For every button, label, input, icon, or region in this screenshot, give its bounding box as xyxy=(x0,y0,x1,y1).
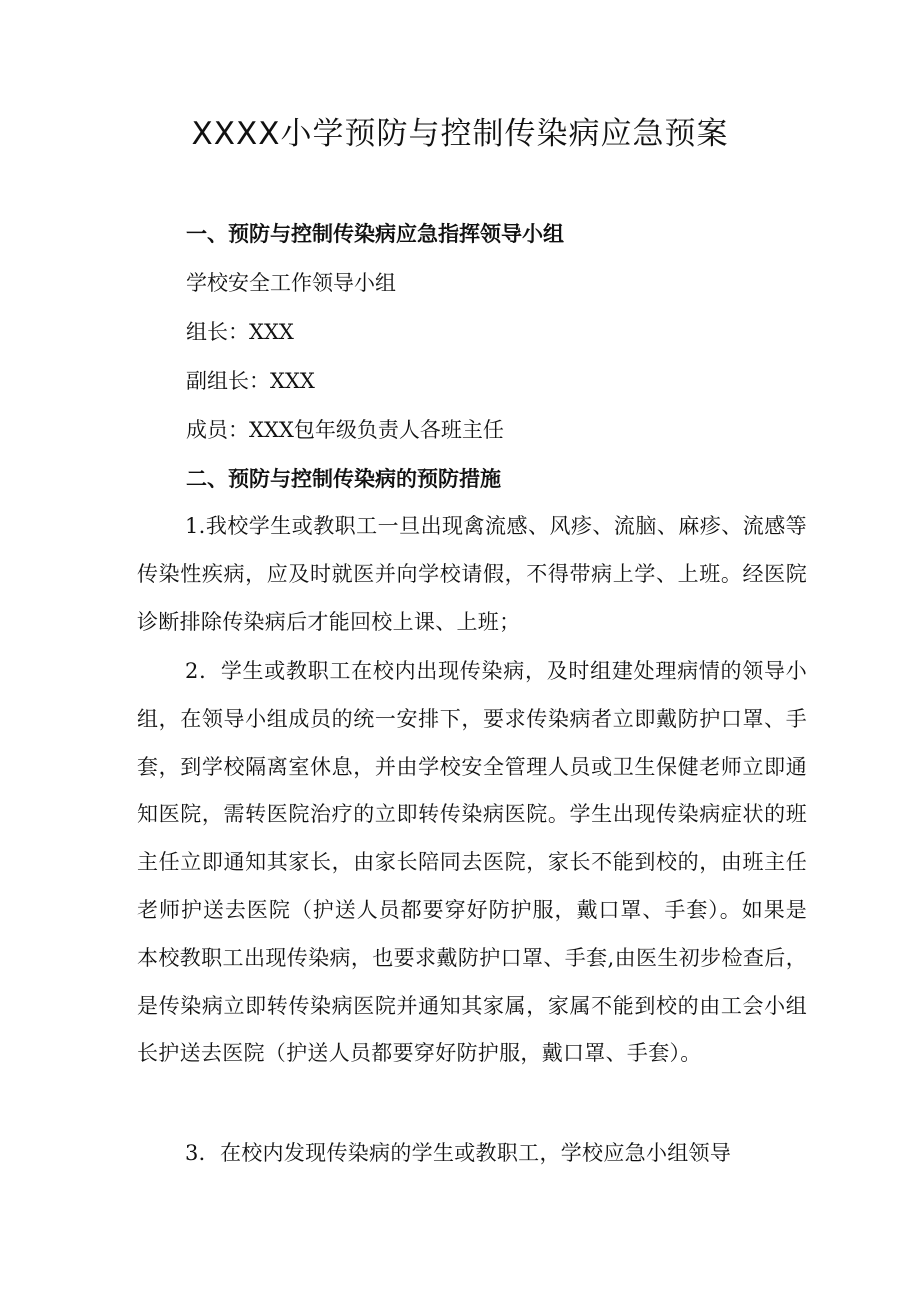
deputy-leader-line: 副组长：XXX xyxy=(186,369,315,393)
measure-paragraph-1: 1.我校学生或教职工一旦出现禽流感、风疹、流脑、麻疹、流感等传染性疾病，应及时就医并向学校请假，不得带病上学、上班。经医院诊断排除传染病后才能回校上课、上班； xyxy=(137,514,807,634)
leader-line: 组长：XXX xyxy=(186,320,294,344)
measure-paragraph-2: 2．学生或教职工在校内出现传染病，及时组建处理病情的领导小组，在领导小组成员的统一安排下，要求传染病者立即戴防护口罩、手套，到学校隔离室休息，并由学校安全管理人员或卫生保健老师立即通知医院，需转医院治疗的立即转传染病医院。学生出现传染病症状的班主任立即通知其家长，由家长陪同去医院，家长不能到校的，由班主任老师护送去医院（护送人员都要穿好防护服，戴口罩、手套）。如果是本校教职工出现传染病，也要求戴防护口罩、手套,由医生初步检查后，是传染病立即转传染病医院并通知其家属，家属不能到校的由工会小组长护送去医院（护送人员都要穿好防护服，戴口罩、手套）。 xyxy=(137,659,807,1066)
section-heading-2: 二、预防与控制传染病的预防措施 xyxy=(186,467,501,491)
members-line: 成员：XXX包年级负责人各班主任 xyxy=(186,418,504,442)
document-title: XXXX小学预防与控制传染病应急预案 xyxy=(191,116,729,152)
section-heading-1: 一、预防与控制传染病应急指挥领导小组 xyxy=(186,222,564,246)
measure-paragraph-3: 3．在校内发现传染病的学生或教职工，学校应急小组领导 xyxy=(185,1141,732,1165)
group-name-line: 学校安全工作领导小组 xyxy=(186,271,396,295)
